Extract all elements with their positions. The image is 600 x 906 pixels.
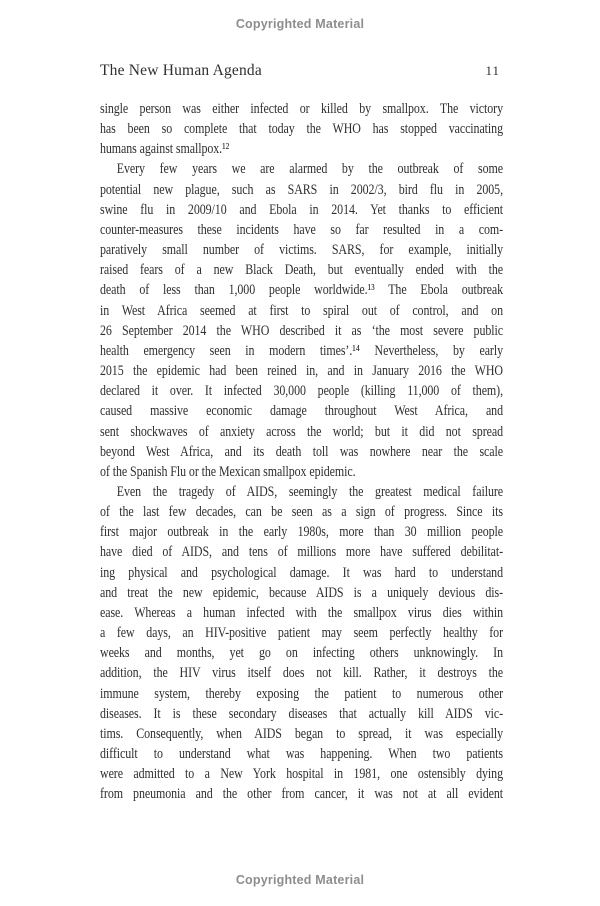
text-line: counter-measures these incidents have so far resulted in a com-	[100, 221, 503, 238]
text-line: swine flu in 2009/10 and Ebola in 2014. Yet thanks to efficient	[100, 201, 503, 218]
text-line: and treat the new epidemic, because AIDS is a uniquely devious dis-	[100, 584, 503, 601]
text-line: from pneumonia and the other from cancer, it was not at all evident	[100, 786, 503, 803]
text-line: paratively small number of victims. SARS, for example, initially	[100, 242, 503, 259]
paragraph	[100, 159, 503, 482]
text-line: difficult to understand what was happening. When two patients	[100, 746, 503, 762]
text-line: sent shockwaves of anxiety across the world; but it did not spread	[100, 423, 503, 440]
text-line: of the last few decades, can be seen as a sign of progress. Since its	[100, 504, 503, 521]
text-line: tims. Consequently, when AIDS began to spread, it was especially	[100, 725, 503, 742]
text-line: of the Spanish Flu or the Mexican smallpox epidemic.	[100, 463, 356, 480]
text-line: 2015 the epidemic had been reined in, and in January 2016 the WHO	[100, 363, 503, 380]
text-line: 26 September 2014 the WHO described it as ‘the most severe public	[100, 322, 503, 339]
text-line: death of less than 1,000 people worldwide.¹³ The Ebola outbreak	[100, 282, 503, 299]
text-line: ing physical and psychological damage. It was hard to understand	[100, 564, 503, 581]
paragraph	[100, 99, 503, 159]
text-line: humans against smallpox.¹²	[100, 141, 230, 158]
copyright-notice-bottom: Copyrighted Material	[235, 873, 365, 887]
text-line: first major outbreak in the early 1980s, more than 30 million people	[100, 524, 503, 541]
text-line: Even the tragedy of AIDS, seemingly the greatest medical failure	[116, 483, 503, 500]
text-line: diseases. It is these secondary diseases that actually kill AIDS vic-	[100, 705, 503, 722]
text-line: potential new plague, such as SARS in 2002/3, bird flu in 2005,	[100, 181, 503, 198]
text-line: ease. Whereas a human infected with the smallpox virus dies within	[100, 604, 503, 621]
body-text	[100, 99, 503, 804]
text-line: addition, the HIV virus itself does not kill. Rather, it destroys the	[100, 665, 503, 682]
text-line: a few days, an HIV-positive patient may seem perfectly healthy for	[100, 625, 503, 642]
text-line: Every few years we are alarmed by the outbreak of some	[116, 161, 503, 178]
text-line: were admitted to a New York hospital in 1981, one ostensibly dying	[100, 766, 503, 783]
text-line: has been so complete that today the WHO has stopped vaccinating	[100, 121, 503, 138]
text-line: weeks and months, yet go on infecting others unknowingly. In	[100, 645, 503, 662]
text-line: beyond West Africa, and its death toll was nowhere near the scale	[100, 443, 503, 460]
text-line: caused massive economic damage throughout West Africa, and	[100, 403, 503, 420]
running-header	[100, 62, 503, 80]
page-number: 11	[485, 63, 500, 78]
text-line: have died of AIDS, and tens of millions more have suffered debilitat-	[100, 544, 503, 561]
copyright-notice-top: Copyrighted Material	[235, 17, 365, 31]
chapter-title: The New Human Agenda	[100, 62, 262, 79]
text-line: declared it over. It infected 30,000 people (killing 11,000 of them),	[100, 383, 503, 400]
paragraph	[100, 482, 503, 805]
text-line: single person was either infected or killed by smallpox. The victory	[100, 101, 503, 117]
text-line: health emergency seen in modern times’.¹⁴ Nevertheless, by early	[100, 342, 503, 359]
text-line: immune system, thereby exposing the patient to numerous other	[100, 685, 503, 702]
text-line: in West Africa seemed at first to spiral out of control, and on	[100, 302, 503, 319]
text-line: raised fears of a new Black Death, but eventually ended with the	[100, 262, 503, 279]
